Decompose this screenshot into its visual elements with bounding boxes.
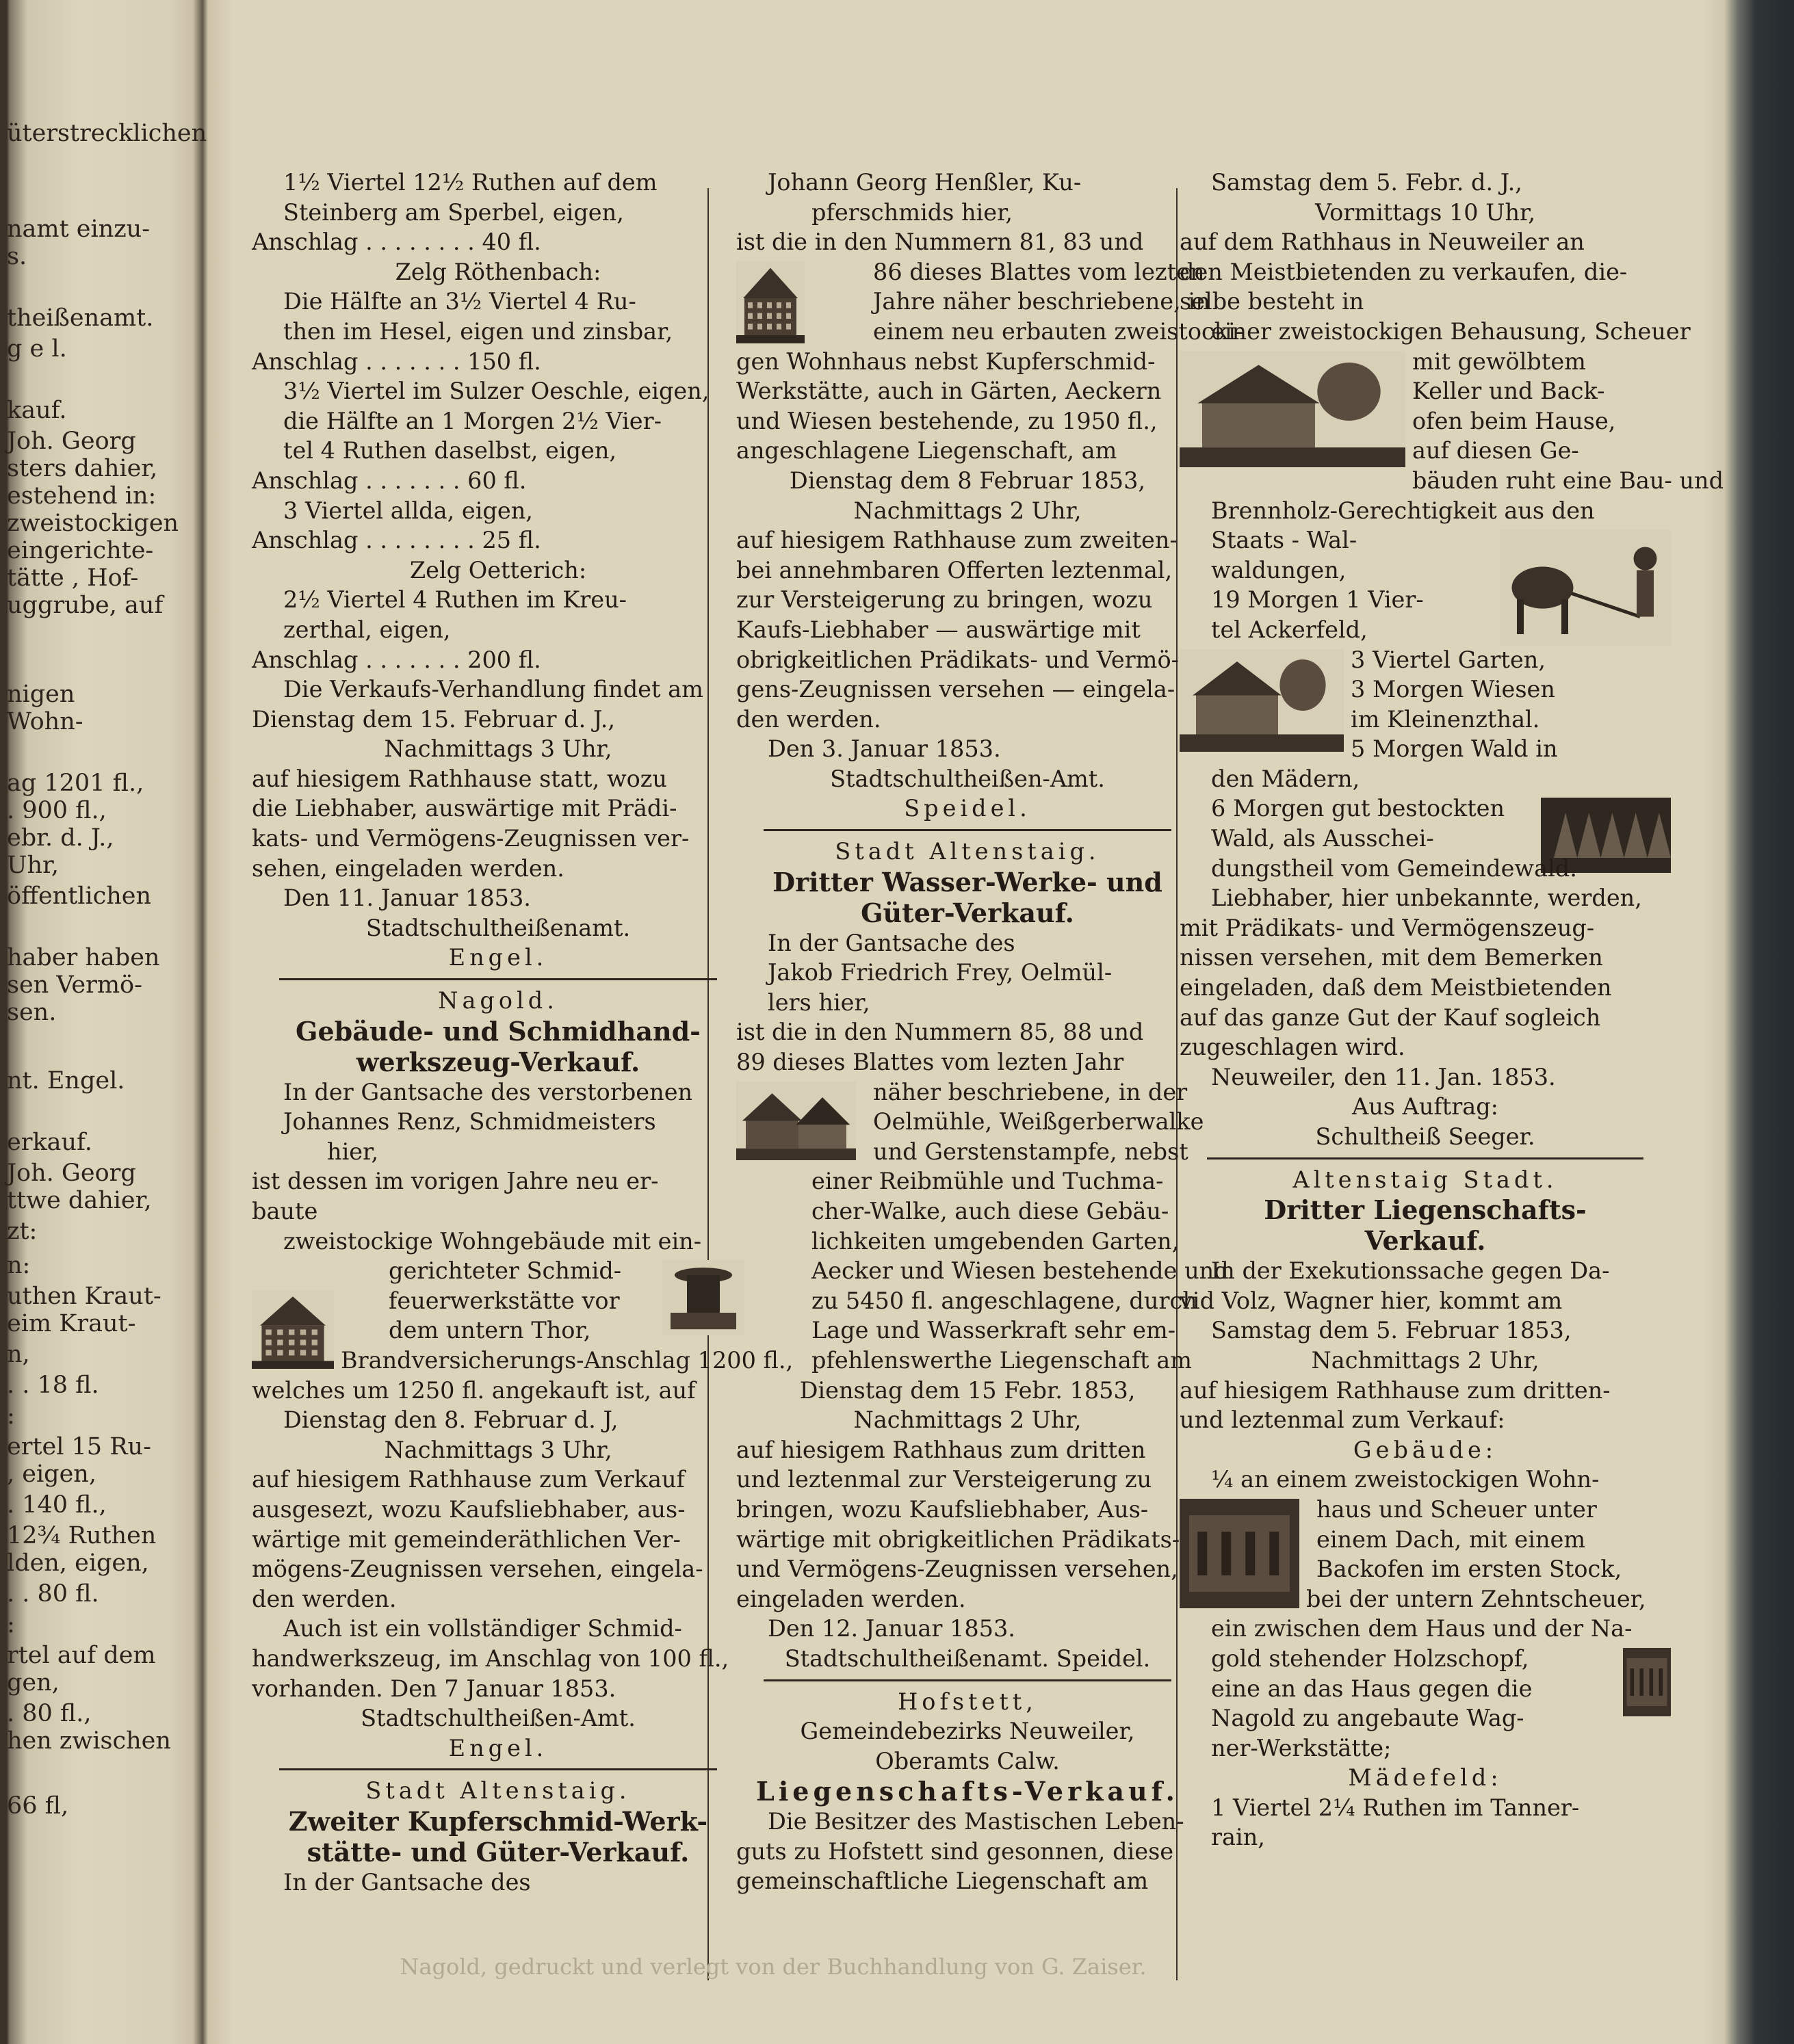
right-page	[208, 89, 1724, 1997]
left-page-line: eingerichte-	[7, 537, 154, 564]
text-line: 3 Morgen Wiesen	[1351, 676, 1555, 703]
text-line: auf hiesigem Rathhause statt, wozu	[252, 765, 668, 792]
text-line: Speidel.	[904, 795, 1031, 822]
notice-heading: Dritter Liegenschafts-	[1264, 1194, 1587, 1226]
left-page-line: estehend in:	[7, 482, 157, 510]
text-line: bäuden ruht eine Bau- und	[1412, 467, 1724, 494]
text-line: Gemeindebezirks Neuweiler,	[800, 1718, 1135, 1745]
text-line: gen Wohnhaus nebst Kupferschmid-	[736, 348, 1156, 375]
text-line: Dienstag den 8. Februar d. J,	[283, 1406, 619, 1434]
text-line: den werden.	[252, 1585, 397, 1612]
left-page-line: uthen Kraut-	[7, 1283, 161, 1310]
notice-heading: Liegenschafts-Verkauf.	[756, 1776, 1179, 1807]
section-rule	[1207, 1157, 1643, 1159]
left-page-line: gen,	[7, 1669, 60, 1696]
woodcut-illustration	[1180, 1499, 1299, 1608]
left-page-line: sen.	[7, 999, 57, 1026]
text-line: mögens-Zeugnissen versehen, eingela-	[252, 1556, 703, 1583]
text-line: Stadtschultheißenamt. Speidel.	[784, 1645, 1151, 1672]
left-page-line: . . 80 fl.	[7, 1580, 99, 1608]
text-line: ist die in den Nummern 85, 88 und	[736, 1019, 1144, 1046]
text-line: die Liebhaber, auswärtige mit Prädi-	[252, 795, 677, 822]
text-line: Gebäude:	[1353, 1436, 1498, 1463]
text-line: Dienstag dem 15 Febr. 1853,	[799, 1376, 1136, 1404]
text-line: Kaufs-Liebhaber — auswärtige mit	[736, 616, 1141, 643]
left-page-line: uggrube, auf	[7, 592, 164, 619]
left-page-line: . . 18 fl.	[7, 1372, 99, 1399]
text-line: haus und Scheuer unter	[1316, 1495, 1597, 1523]
text-line: Stadt Altenstaig.	[365, 1777, 631, 1805]
left-page-line: Wohn-	[7, 708, 83, 735]
column-3	[1180, 168, 1724, 1991]
text-line: und Wiesen bestehende, zu 1950 fl.,	[736, 407, 1158, 434]
text-line: auf hiesigem Rathhause zum dritten-	[1180, 1376, 1611, 1404]
woodcut-illustration	[252, 1290, 334, 1369]
text-line: zugeschlagen wird.	[1180, 1034, 1405, 1061]
text-line: Aecker und Wiesen bestehende und	[811, 1257, 1229, 1285]
text-line: Anschlag . . . . . . . . 40 fl.	[252, 228, 541, 256]
text-line: Altenstaig Stadt.	[1292, 1166, 1558, 1193]
text-line: welches um 1250 fl. angekauft ist, auf	[252, 1376, 696, 1404]
left-page-line: g e l.	[7, 335, 67, 363]
text-line: eingeladen, daß dem Meistbietenden	[1180, 974, 1612, 1001]
text-line: 1 Viertel 2¼ Ruthen im Tanner-	[1211, 1794, 1580, 1821]
section-rule	[279, 978, 717, 980]
text-line: Zelg Röthenbach:	[395, 258, 601, 285]
text-line: eingeladen werden.	[736, 1585, 966, 1612]
text-line: gens-Zeugnissen versehen — eingela-	[736, 676, 1175, 703]
woodcut-illustration	[1500, 529, 1671, 646]
woodcut-illustration	[736, 261, 805, 343]
woodcut-illustration	[1180, 351, 1405, 467]
notice-heading: stätte- und Güter-Verkauf.	[307, 1836, 690, 1868]
left-page-line: lden, eigen,	[7, 1549, 149, 1577]
text-line: Johann Georg Henßler, Ku-	[768, 169, 1082, 196]
text-line: eine an das Haus gegen die	[1211, 1675, 1533, 1702]
section-rule	[764, 1679, 1171, 1681]
text-line: Neuweiler, den 11. Jan. 1853.	[1211, 1063, 1556, 1090]
text-line: Den 3. Januar 1853.	[768, 735, 1001, 763]
text-line: Zelg Oetterich:	[409, 556, 587, 584]
left-page-line: n,	[7, 1341, 30, 1368]
text-line: then im Hesel, eigen und zinsbar,	[283, 317, 673, 345]
notice-heading: Verkauf.	[1364, 1225, 1486, 1257]
text-line: lichkeiten umgebenden Garten,	[811, 1227, 1180, 1255]
text-line: Samstag dem 5. Februar 1853,	[1211, 1317, 1572, 1344]
left-page-line: kauf.	[7, 397, 67, 424]
text-line: rain,	[1211, 1824, 1265, 1851]
left-page-line: 12¾ Ruthen	[7, 1522, 157, 1549]
left-page-line: eim Kraut-	[7, 1310, 136, 1337]
text-line: den Mädern,	[1211, 765, 1360, 792]
notice-heading: Güter-Verkauf.	[861, 897, 1074, 928]
text-line: und leztenmal zur Versteigerung zu	[736, 1466, 1152, 1493]
text-line: Aus Auftrag:	[1352, 1093, 1498, 1121]
text-line: Stadtschultheißen-Amt.	[361, 1705, 636, 1732]
text-line: guts zu Hofstett sind gesonnen, diese	[736, 1837, 1174, 1865]
text-line: den Meistbietenden zu verkaufen, die-	[1180, 258, 1628, 285]
left-page-line: ertel 15 Ru-	[7, 1433, 151, 1460]
text-line: baute	[252, 1198, 318, 1224]
text-line: Johannes Renz, Schmidmeisters	[283, 1108, 656, 1136]
text-line: Vormittags 10 Uhr,	[1314, 198, 1536, 226]
text-line: Keller und Back-	[1412, 378, 1605, 405]
text-line: waldungen,	[1211, 556, 1347, 584]
text-line: Lage und Wasserkraft sehr em-	[811, 1317, 1176, 1344]
text-line: Anschlag . . . . . . . 150 fl.	[252, 348, 541, 375]
text-line: Die Hälfte an 3½ Viertel 4 Ru-	[283, 288, 636, 315]
notice-heading: Gebäude- und Schmidhand-	[296, 1015, 701, 1047]
text-line: Stadtschultheißenamt.	[365, 914, 631, 941]
text-line: auf diesen Ge-	[1412, 437, 1579, 464]
left-page-line: tätte , Hof-	[7, 564, 139, 592]
left-page-line: zt:	[7, 1218, 38, 1245]
text-line: auf hiesigem Rathhaus zum dritten	[736, 1436, 1146, 1463]
text-line: Nachmittags 2 Uhr,	[853, 497, 1082, 524]
left-page-line: haber haben	[7, 944, 160, 971]
text-line: und Vermögens-Zeugnissen versehen,	[736, 1556, 1178, 1583]
text-line: In der Gantsache des	[283, 1868, 531, 1896]
left-page-line: üterstrecklichen	[7, 120, 207, 147]
text-line: 1½ Viertel 12½ Ruthen auf dem	[283, 169, 658, 196]
text-line: Wald, als Ausschei-	[1211, 825, 1434, 852]
text-line: Die Verkaufs-Verhandlung findet am	[283, 676, 703, 703]
left-page-line: . 140 fl.,	[7, 1491, 107, 1519]
text-line: Nagold zu angebaute Wag-	[1211, 1705, 1524, 1732]
left-page-line: ag 1201 fl.,	[7, 770, 144, 797]
text-line: Die Besitzer des Mastischen Leben-	[768, 1808, 1184, 1835]
text-line: einer zweistockigen Behausung, Scheuer	[1211, 317, 1691, 345]
text-line: ner-Werkstätte;	[1211, 1734, 1392, 1761]
notice-heading: Dritter Wasser-Werke- und	[772, 866, 1162, 897]
left-page-line: nigen	[7, 681, 75, 708]
text-line: auf hiesigem Rathhause zum Verkauf	[252, 1466, 685, 1493]
section-rule	[764, 829, 1171, 831]
text-line: tel Ackerfeld,	[1211, 616, 1368, 643]
left-page-line: erkauf.	[7, 1129, 92, 1156]
left-page-line: s.	[7, 243, 27, 270]
left-page-line: öffentlichen	[7, 882, 152, 910]
text-line: dem untern Thor,	[389, 1317, 591, 1344]
text-line: Engel.	[448, 1734, 548, 1761]
text-line: nissen versehen, mit dem Bemerken	[1180, 944, 1603, 971]
text-line: Jakob Friedrich Frey, Oelmül-	[768, 959, 1113, 986]
text-line: einem Dach, mit einem	[1316, 1525, 1586, 1553]
text-line: im Kleinenzthal.	[1351, 705, 1540, 733]
text-line: und leztenmal zum Verkauf:	[1180, 1406, 1505, 1434]
text-line: Stadt Altenstaig.	[835, 838, 1100, 865]
text-line: selbe besteht in	[1180, 288, 1364, 315]
left-page-line: sen Vermö-	[7, 971, 142, 999]
text-line: Brandversicherungs-Anschlag 1200 fl.,	[341, 1346, 794, 1374]
text-line: Dienstag dem 8 Februar 1853,	[789, 467, 1146, 494]
text-line: 3 Viertel Garten,	[1351, 646, 1546, 673]
text-line: mit Prädikats- und Vermögenszeug-	[1180, 914, 1595, 941]
text-line: Auch ist ein vollständiger Schmid-	[283, 1615, 682, 1642]
text-line: Anschlag . . . . . . . . 25 fl.	[252, 527, 541, 554]
text-line: Den 12. Januar 1853.	[768, 1615, 1015, 1642]
left-page-line: ttwe dahier,	[7, 1187, 152, 1214]
text-line: pfehlenswerthe Liegenschaft am	[811, 1346, 1192, 1374]
left-page-line: Uhr,	[7, 852, 60, 879]
text-line: pferschmids hier,	[811, 198, 1013, 226]
text-line: dungstheil vom Gemeindewald.	[1211, 854, 1577, 882]
text-line: auf dem Rathhaus in Neuweiler an	[1180, 228, 1585, 256]
text-line: Samstag dem 5. Febr. d. J.,	[1211, 169, 1522, 196]
text-line: zu 5450 fl. angeschlagene, durch	[811, 1287, 1197, 1314]
notice-heading: werkszeug-Verkauf.	[356, 1046, 640, 1077]
text-line: vid Volz, Wagner hier, kommt am	[1180, 1287, 1563, 1314]
woodcut-illustration	[662, 1260, 744, 1335]
text-line: bringen, wozu Kaufsliebhaber, Aus-	[736, 1495, 1149, 1523]
text-line: cher-Walke, auch diese Gebäu-	[811, 1198, 1169, 1224]
text-line: angeschlagene Liegenschaft, am	[736, 437, 1117, 464]
text-line: Anschlag . . . . . . . 200 fl.	[252, 646, 541, 673]
section-rule	[279, 1768, 717, 1770]
left-page-line: Joh. Georg	[7, 1159, 136, 1187]
text-line: 5 Morgen Wald in	[1351, 735, 1558, 763]
text-line: In der Gantsache des	[768, 929, 1015, 956]
text-line: 3 Viertel allda, eigen,	[283, 497, 533, 524]
text-line: 86 dieses Blattes vom lezten	[873, 258, 1205, 285]
text-line: Liebhaber, hier unbekannte, werden,	[1211, 885, 1642, 912]
text-line: Nachmittags 2 Uhr,	[1311, 1346, 1539, 1374]
text-line: wärtige mit obrigkeitlichen Prädikats-	[736, 1525, 1180, 1553]
text-line: einer Reibmühle und Tuchma-	[811, 1168, 1164, 1195]
left-page-line: Joh. Georg	[7, 428, 136, 455]
left-page-line: ebr. d. J.,	[7, 824, 114, 852]
text-line: auf das ganze Gut der Kauf sogleich	[1180, 1004, 1601, 1031]
text-line: 89 dieses Blattes vom lezten Jahr	[736, 1049, 1124, 1076]
text-line: obrigkeitlichen Prädikats- und Vermö-	[736, 646, 1179, 673]
left-page-line: . 900 fl.,	[7, 797, 107, 824]
text-line: gemeinschaftliche Liegenschaft am	[736, 1868, 1149, 1895]
text-line: Nagold.	[438, 987, 558, 1014]
text-line: gerichteter Schmid-	[389, 1257, 622, 1285]
text-line: 3½ Viertel im Sulzer Oeschle, eigen,	[283, 378, 710, 405]
left-page-line: 66 fl,	[7, 1792, 69, 1820]
left-page-line: hen zwischen	[7, 1727, 171, 1755]
text-line: Jahre näher beschriebene, in	[873, 288, 1210, 315]
text-line: einem neu erbauten zweistocki-	[873, 317, 1244, 345]
text-line: Steinberg am Sperbel, eigen,	[283, 198, 624, 226]
woodcut-illustration	[736, 1082, 856, 1160]
text-line: zerthal, eigen,	[283, 616, 451, 643]
text-line: Den 11. Januar 1853.	[283, 885, 531, 912]
imprint-footer: Nagold, gedruckt und verlegt von der Buchhandlung von G. Zaiser.	[400, 1954, 1147, 1980]
text-line: Stadtschultheißen-Amt.	[830, 765, 1105, 792]
text-line: zweistockige Wohngebäude mit ein-	[283, 1227, 702, 1255]
text-line: handwerkszeug, im Anschlag von 100 fl.,	[252, 1645, 729, 1672]
left-page-line: rtel auf dem	[7, 1642, 156, 1669]
text-line: feuerwerkstätte vor	[389, 1287, 620, 1314]
left-page-line: zweistockigen	[7, 510, 179, 537]
woodcut-illustration	[1623, 1648, 1671, 1716]
text-line: wärtige mit gemeinderäthlichen Ver-	[252, 1525, 681, 1553]
text-line: In der Gantsache des verstorbenen	[283, 1078, 693, 1105]
text-line: 19 Morgen 1 Vier-	[1211, 586, 1424, 614]
text-line: Oberamts Calw.	[875, 1747, 1060, 1774]
text-line: näher beschriebene, in der	[873, 1078, 1188, 1105]
text-line: zur Versteigerung zu bringen, wozu	[736, 586, 1153, 614]
text-line: mit gewölbtem	[1412, 348, 1586, 375]
text-line: tel 4 Ruthen daselbst, eigen,	[283, 437, 617, 464]
text-line: Nachmittags 3 Uhr,	[384, 1436, 612, 1463]
left-page-line: sters dahier,	[7, 455, 158, 482]
left-page-line: :	[7, 1402, 15, 1430]
text-line: hier,	[327, 1138, 379, 1165]
text-line: ¼ an einem zweistockigen Wohn-	[1211, 1466, 1600, 1493]
text-line: In der Exekutionssache gegen Da-	[1211, 1257, 1610, 1285]
notice-heading: Zweiter Kupferschmid-Werk-	[288, 1805, 708, 1837]
left-page-line: namt einzu-	[7, 215, 151, 243]
text-line: ist die in den Nummern 81, 83 und	[736, 228, 1144, 256]
text-line: Nachmittags 3 Uhr,	[384, 735, 612, 763]
text-line: Werkstätte, auch in Gärten, Aeckern	[736, 378, 1162, 405]
left-page-line: nt. Engel.	[7, 1067, 125, 1095]
text-line: Schultheiß Seeger.	[1315, 1123, 1535, 1150]
left-page-line: . 80 fl.,	[7, 1700, 92, 1727]
text-line: Mädefeld:	[1348, 1764, 1503, 1792]
left-page-line: n:	[7, 1252, 31, 1279]
text-line: die Hälfte an 1 Morgen 2½ Vier-	[283, 407, 662, 434]
text-line: Hofstett,	[898, 1688, 1037, 1715]
text-line: lers hier,	[768, 988, 870, 1016]
text-line: 2½ Viertel 4 Ruthen im Kreu-	[283, 586, 627, 614]
woodcut-illustration	[1180, 649, 1344, 752]
text-line: 6 Morgen gut bestockten	[1211, 795, 1505, 822]
text-line: Dienstag dem 15. Februar d. J.,	[252, 705, 616, 733]
text-line: auf hiesigem Rathhause zum zweiten-	[736, 527, 1178, 554]
text-line: Nachmittags 2 Uhr,	[853, 1406, 1082, 1434]
text-line: bei annehmbaren Offerten leztenmal,	[736, 556, 1173, 584]
text-line: Backofen im ersten Stock,	[1316, 1556, 1622, 1583]
left-page-line: theißenamt.	[7, 304, 154, 332]
text-line: und Gerstenstampfe, nebst	[873, 1138, 1188, 1165]
text-line: bei der untern Zehntscheuer,	[1306, 1585, 1646, 1612]
text-line: den werden.	[736, 705, 881, 733]
text-line: sehen, eingeladen werden.	[252, 854, 564, 882]
text-line: Staats - Wal-	[1211, 527, 1357, 554]
left-page-line: , eigen,	[7, 1460, 96, 1488]
text-line: Oelmühle, Weißgerberwalke	[873, 1108, 1204, 1136]
text-line: kats- und Vermögens-Zeugnissen ver-	[252, 825, 690, 852]
text-line: gold stehender Holzschopf,	[1211, 1645, 1529, 1672]
text-line: vorhanden. Den 7 Januar 1853.	[252, 1675, 616, 1702]
text-line: Anschlag . . . . . . . 60 fl.	[252, 467, 527, 494]
left-page-line: :	[7, 1611, 15, 1638]
text-line: ofen beim Hause,	[1412, 407, 1616, 434]
text-line: ist dessen im vorigen Jahre neu er-	[252, 1168, 659, 1195]
text-line: ausgesezt, wozu Kaufsliebhaber, aus-	[252, 1495, 686, 1523]
text-line: Engel.	[448, 944, 548, 971]
left-page-fragment	[7, 65, 207, 1967]
text-line: ein zwischen dem Haus und der Na-	[1211, 1615, 1633, 1642]
text-line: Brennholz-Gerechtigkeit aus den	[1211, 497, 1595, 524]
